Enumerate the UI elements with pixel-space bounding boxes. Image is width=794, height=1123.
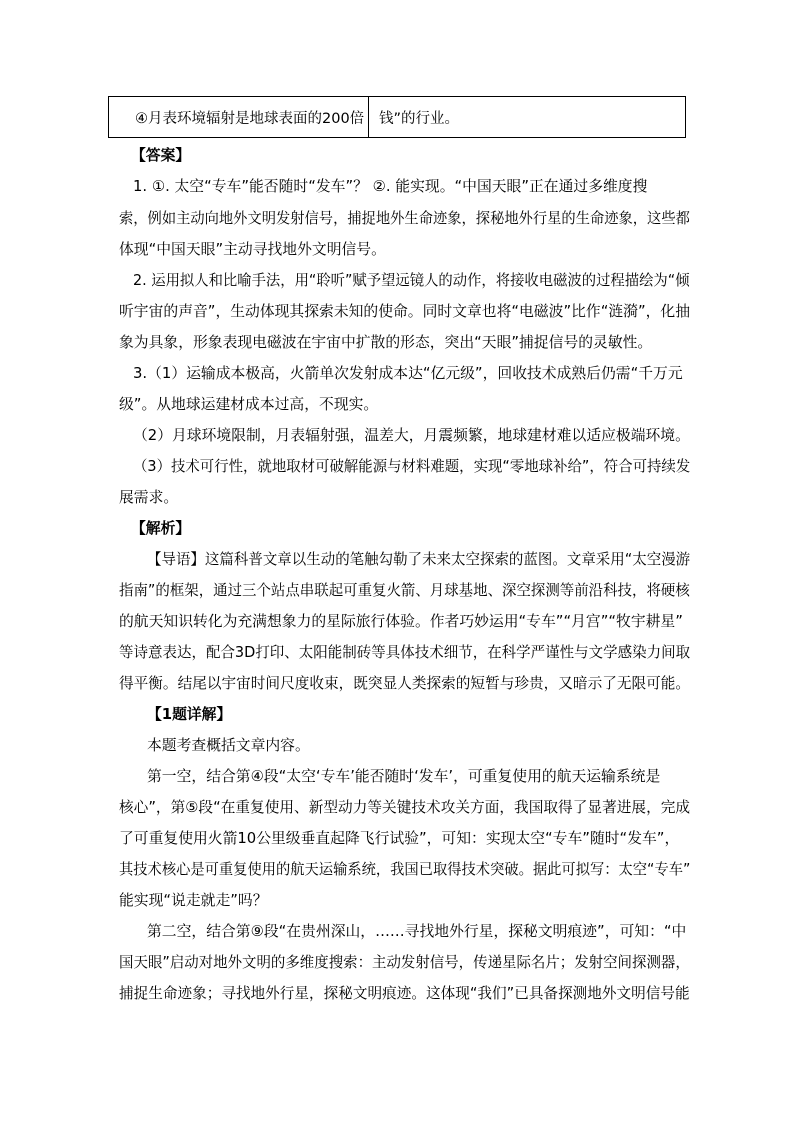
analysis-line: 指南”的框架，通过三个站点串联起可重复火箭、月球基地、深空探测等前沿科技，将硬核: [119, 582, 690, 599]
analysis-line: 【导语】这篇科普文章以生动的笔触勾勒了未来太空探索的蓝图。文章采用“太空漫游: [147, 551, 691, 568]
answer-line: 2. 运用拟人和比喻手法，用“聆听”赋予望远镜人的动作，将接收电磁波的过程描绘为“倾: [133, 272, 690, 289]
analysis-line: 国天眼”启动对地外文明的多维度搜索：主动发射信号，传递星际名片；发射空间探测器，: [119, 954, 690, 971]
answer-line: （3）技术可行性，就地取材可破解能源与材料难题，实现“零地球补给”，符合可持续发: [133, 458, 691, 475]
answer-line: 级”。从地球运建材成本过高，不现实。: [119, 396, 379, 413]
answer-line: 索，例如主动向地外文明发射信号，捕捉地外生命迹象，探秘地外行星的生命迹象，这些都: [119, 210, 690, 227]
analysis-heading: 【解析】: [131, 520, 191, 537]
answer-line: 1. ①. 太空“专车”能否随时“发车”？ ②. 能实现。“中国天眼”正在通过多维度搜: [133, 178, 648, 195]
table-cell-left: ④月表环境辐射是地球表面的200倍: [109, 97, 369, 137]
analysis-line: 其技术核心是可重复使用的航天运输系统，我国已取得技术突破。据此可拟写：太空“专车”: [119, 861, 691, 878]
question-1-heading: 【1题详解】: [147, 706, 232, 723]
table: [108, 96, 686, 138]
answer-heading: 【答案】: [131, 147, 191, 164]
answer-line: 听宇宙的声音”，生动体现其探索未知的使命。同时文章也将“电磁波”比作“涟漪”，化抽: [119, 303, 691, 320]
answer-line: 3.（1）运输成本极高，火箭单次发射成本达“亿元级”，回收技术成熟后仍需“千万元: [133, 365, 683, 382]
analysis-line: 的航天知识转化为充满想象力的星际旅行体验。作者巧妙运用“专车”“月宫”“牧宇耕星”: [119, 613, 683, 630]
answer-line: 象为具象，形象表现电磁波在宇宙中扩散的形态，突出“天眼”捕捉信号的灵敏性。: [119, 334, 653, 351]
analysis-line: 捕捉生命迹象；寻找地外行星，探秘文明痕迹。这体现“我们”已具备探测地外文明信号能: [119, 985, 690, 1002]
analysis-line: 得平衡。结尾以宇宙时间尺度收束，既突显人类探索的短暂与珍贵，又暗示了无限可能。: [119, 675, 691, 692]
answer-line: （2）月球环境限制，月表辐射强，温差大，月震频繁，地球建材难以适应极端环境。: [133, 427, 690, 444]
analysis-line: 了可重复使用火箭10公里级垂直起降飞行试验”，可知：实现太空“专车”随时“发车”，: [119, 830, 680, 847]
table-cell-right: 钱”的行业。: [379, 110, 460, 127]
analysis-line: 等诗意表达，配合3D打印、太阳能制砖等具体技术细节，在科学严谨性与文学感染力间取: [119, 644, 691, 661]
analysis-line: 本题考查概括文章内容。: [147, 737, 310, 754]
analysis-line: 第一空，结合第④段“太空‘专车’能否随时‘发车’，可重复使用的航天运输系统是: [147, 768, 661, 785]
answer-line: 体现“中国天眼”主动寻找地外文明信号。: [119, 241, 386, 258]
analysis-line: 第二空，结合第⑨段“在贵州深山，……寻找地外行星，探秘文明痕迹”，可知：“中: [147, 923, 687, 940]
answer-line: 展需求。: [119, 489, 179, 506]
analysis-line: 能实现“说走就走”吗？: [119, 892, 268, 909]
analysis-line: 核心”，第⑤段“在重复使用、新型动力等关键技术攻关方面，我国取得了显著进展，完成: [119, 799, 691, 816]
